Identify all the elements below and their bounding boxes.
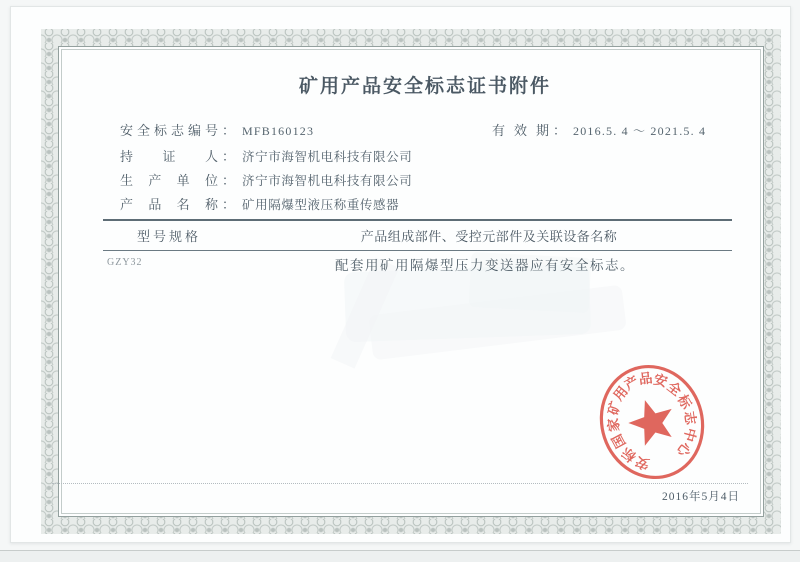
field-label: 持证人 <box>120 149 218 164</box>
svg-text:标: 标 <box>618 444 639 465</box>
issue-date: 2016年5月4日 <box>662 491 740 503</box>
table-top-rule <box>103 219 732 221</box>
svg-text:中: 中 <box>680 426 699 444</box>
svg-text:安: 安 <box>633 453 652 473</box>
table-row-model: GZY32 <box>107 257 143 268</box>
svg-text:产: 产 <box>622 373 642 394</box>
field-manufacturer <box>120 170 412 189</box>
field-label: 产品名称 <box>120 197 218 212</box>
official-red-stamp <box>587 349 717 495</box>
field-colon: ： <box>553 123 567 138</box>
svg-text:用: 用 <box>610 383 631 404</box>
field-label: 生产单位 <box>120 173 218 188</box>
field-holder <box>120 146 412 165</box>
svg-text:安: 安 <box>652 371 670 390</box>
field-colon: ： <box>222 197 236 212</box>
scan-background-strip <box>0 550 800 562</box>
field-validity <box>492 120 706 139</box>
field-value: 济宁市海智机电科技有限公司 <box>242 150 413 164</box>
stamp-star-icon <box>623 393 680 448</box>
field-colon: ： <box>222 149 236 164</box>
field-value: 济宁市海智机电科技有限公司 <box>242 174 413 188</box>
svg-text:标: 标 <box>674 392 695 412</box>
table-row-description: 配套用矿用隔爆型压力变送器应有安全标志。 <box>335 258 635 273</box>
svg-text:心: 心 <box>673 439 694 460</box>
svg-text:家: 家 <box>605 417 622 433</box>
field-value: 2016.5. 4 ～ 2021.5. 4 <box>573 124 707 138</box>
svg-text:全: 全 <box>664 378 685 399</box>
field-value: 矿用隔爆型液压称重传感器 <box>242 198 400 212</box>
signature-dotted-rule <box>52 483 748 484</box>
field-mark-number <box>120 120 314 139</box>
field-colon: ： <box>222 123 236 138</box>
svg-text:志: 志 <box>681 410 699 426</box>
field-label: 有效期 <box>492 123 549 138</box>
table-header-rule <box>103 250 732 251</box>
certificate-title: 矿用产品安全标志证书附件 <box>298 76 552 97</box>
svg-text:矿: 矿 <box>605 399 624 417</box>
field-product-name <box>120 194 399 213</box>
field-value: MFB160123 <box>242 124 315 138</box>
field-colon: ： <box>222 173 236 188</box>
svg-text:品: 品 <box>638 370 654 387</box>
table-header-parts: 产品组成部件、受控元部件及关联设备名称 <box>360 229 618 244</box>
field-label: 安全标志编号 <box>120 123 218 138</box>
table-header-model: 型号规格 <box>137 229 202 244</box>
svg-text:国: 国 <box>609 431 629 451</box>
